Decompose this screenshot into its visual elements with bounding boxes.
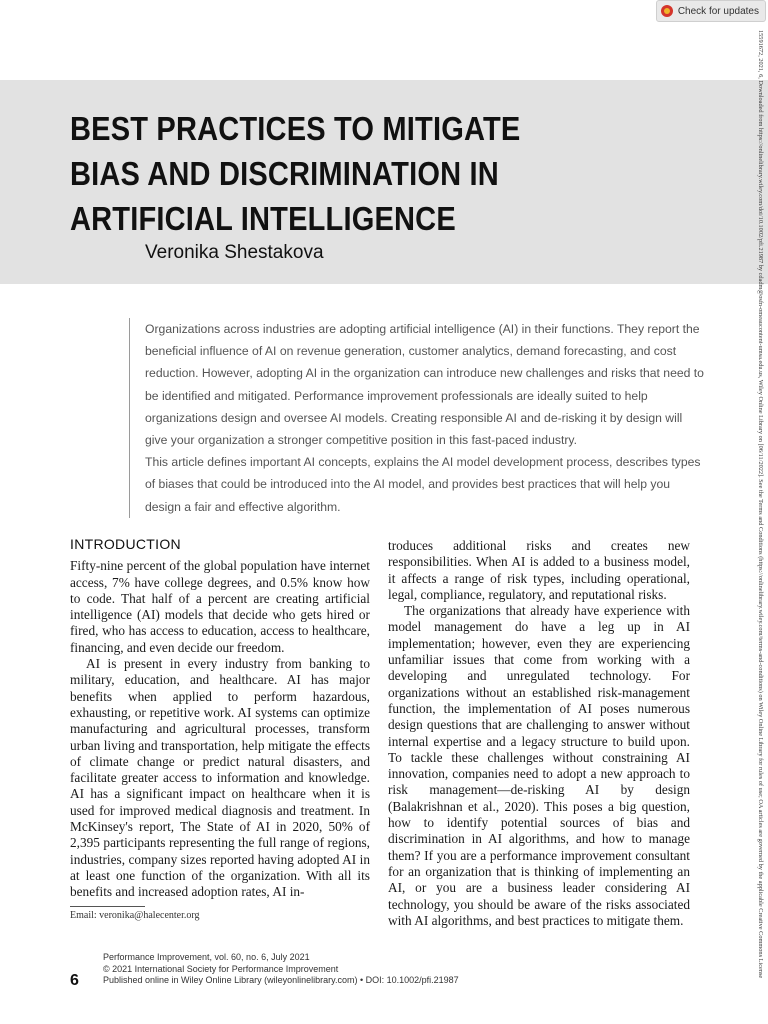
crossmark-icon: [661, 5, 673, 17]
journal-citation: [103, 952, 503, 987]
right-column: [388, 538, 690, 929]
abstract: [129, 318, 705, 518]
check-for-updates-label: Check for updates: [677, 5, 759, 17]
body-paragraph: The organizations that already have experience with model management do have a leg up in AI implementation; however, even they are experiencing unfamiliar issues that come from working with a developing and unregulated technology. For organizations without an established risk-management function, the implementation of AI poses numerous design questions that are challenging to answer without internal expertise and a legacy structure to build upon. To tackle these challenges without constraining AI innovation, companies need to adopt a new approach to risk management—de-risking AI by design (Balakrishnan et al., 2020). This poses a big question, how to identify potential sources of bias and discrimination in AI algorithms, and how to manage them? If you are a performance improvement consultant for an organization that is thinking of implementing an AI, or you are a business leader considering AI technology, you should be aware of the risks associated with AI algorithms, and best practices to mitigate them.: [388, 603, 690, 928]
article-author: Veronika Shestakova: [145, 242, 324, 263]
article-title: BEST PRACTICES TO MITIGATE BIAS AND DISCRIMINATION IN ARTIFICIAL INTELLIGENCE: [70, 110, 521, 237]
body-paragraph: AI is present in every industry from banking to military, education, and healthcare. AI has major benefits when applied to perform hazardous, exhausting, or repetitive work. AI systems can optimize manufacturing and agricultural processes, transform urban living and transportation, help mitigate the effects of climate change or predict natural disasters, and facilitate greater access to information and knowledge. AI has a significant impact on healthcare when it is used for improved medical diagnosis and treatment. In McKinsey's report, The State of AI in 2020, 50% of 2,395 participants representing the full range of regions, industries, company sizes reported having adopted AI in at least one function of the organization. With all its benefits and increased adoption rates, AI in-: [70, 656, 370, 900]
left-column: [70, 536, 370, 901]
copyright-line: © 2021 International Society for Performance Improvement: [103, 963, 339, 974]
publication-doi-line: Published online in Wiley Online Library (wileyonlinelibrary.com) • DOI: 10.1002/pfi.21987: [103, 975, 459, 985]
body-paragraph: Fifty-nine percent of the global population have internet access, 7% have college degrees, and 0.5% know how to code. That half of a percent are creating artificial intelligence (AI) models that decide who gets hired or fired, who has access to education, access to healthcare, financing, and even decide our freedom.: [70, 558, 370, 655]
section-heading-introduction: INTRODUCTION: [70, 536, 181, 552]
abstract-paragraph-2: This article defines important AI concepts, explains the AI model development process, describes types of biases that could be introduced into the AI model, and provides best practices that will help you design a fair and effective algorithm.: [145, 455, 701, 514]
journal-volume-line: Performance Improvement, vol. 60, no. 6, July 2021: [103, 952, 310, 962]
page-number: 6: [70, 972, 79, 989]
check-for-updates-button[interactable]: [656, 0, 766, 22]
download-notice: 15591672, 2021, 6, Downloaded from https://onlinelibrary.wiley.com/doi/10.1002/pfi.21987 by cdadm@osfn-omeaucontent-umsa.edu.us, Wiley Online Library on [06/11/2022]. See the Terms and Conditions (https://onlinelibrary.wiley.com/terms-and-conditions) on Wiley Online Library for rules of use; OA articles are governed by the applicable Creative Commons License: [757, 30, 764, 979]
body-paragraph: troduces additional risks and creates new responsibilities. When AI is added to a business model, it affects a range of risk types, including operational, legal, compliance, regulatory, and reputational risks.: [388, 538, 690, 602]
footnote-divider: [70, 906, 145, 907]
author-email-footnote: Email: veronika@halecenter.org: [70, 910, 200, 921]
abstract-paragraph-1: Organizations across industries are adopting artificial intelligence (AI) in their functions. They report the beneficial influence of AI on revenue generation, customer analytics, demand forecasting, and cost reduction. However, adopting AI in the organization can introduce new challenges and risks that need to be identified and mitigated. Performance improvement professionals are ideally suited to help organizations design and oversee AI models. Creating responsible AI and de-risking it by design will give your organization a stronger competitive position in this fast-paced industry.: [145, 322, 704, 448]
